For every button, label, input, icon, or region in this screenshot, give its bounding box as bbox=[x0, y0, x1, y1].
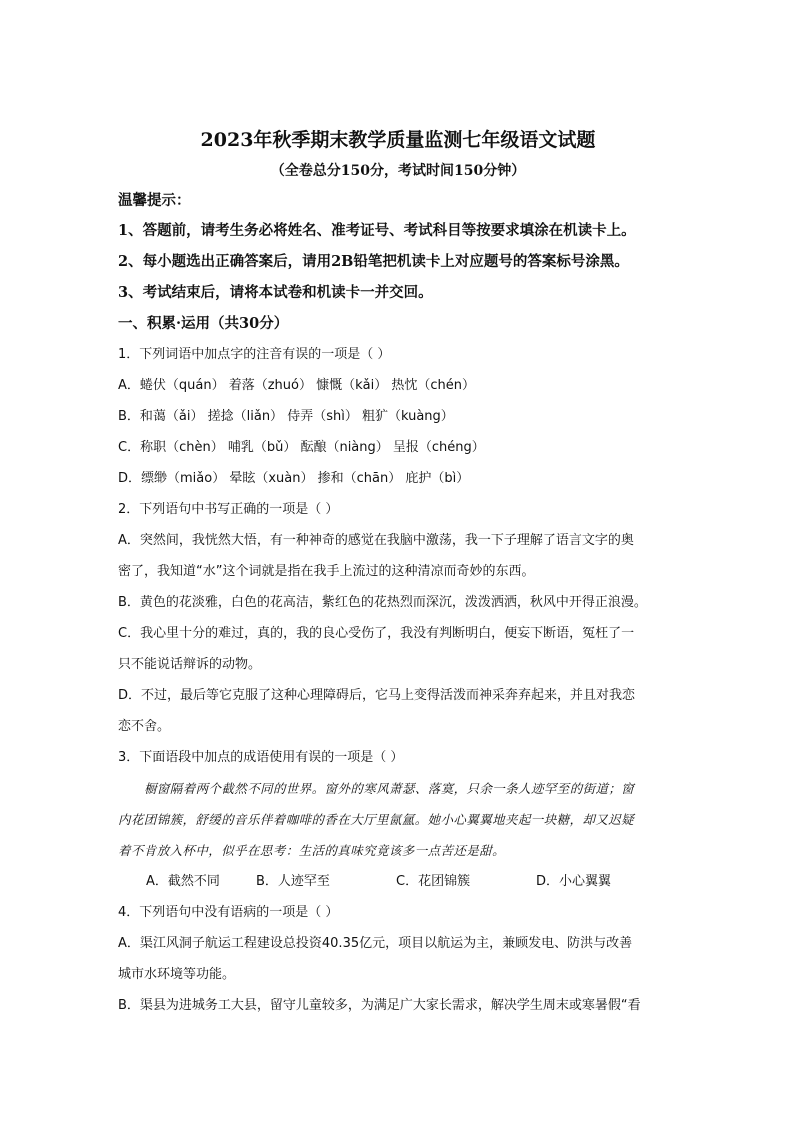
question-2-option-c-line1: C．我心里十分的难过，真的，我的良心受伤了，我没有判断明白，便妄下断语，冤枉了一 bbox=[118, 626, 635, 641]
question-3-options bbox=[118, 866, 678, 897]
question-2-option-b: B．黄色的花淡雅，白色的花高洁，紫红色的花热烈而深沉，泼泼洒洒，秋风中开得正浪漫。 bbox=[118, 595, 647, 610]
question-3-passage-line2: 内花团锦簇，舒缓的音乐伴着咖啡的香在大厅里氤氲。她小心翼翼地夹起一块糖，却又迟疑 bbox=[118, 812, 635, 827]
question-1-option-c: C．称职（chèn） 哺乳（bǔ） 酝酿（niàng） 呈报（chéng） bbox=[118, 440, 485, 455]
question-1-option-d: D．缥缈（miǎo） 晕眩（xuàn） 掺和（chān） 庇护（bì） bbox=[118, 471, 470, 486]
question-1-option-b: B．和蔼（ǎi） 搓捻（liǎn） 侍弄（shì） 粗犷（kuàng） bbox=[118, 409, 454, 424]
question-2-stem: 2．下列语句中书写正确的一项是（ ） bbox=[118, 502, 339, 517]
question-2-option-d-line1: D．不过，最后等它克服了这种心理障碍后，它马上变得活泼而神采奔弃起来，并且对我恋 bbox=[118, 688, 636, 703]
tip-item-2: 2、每小题选出正确答案后，请用2B铅笔把机读卡上对应题号的答案标号涂黑。 bbox=[118, 253, 629, 270]
question-2-option-c-line2: 只不能说话辩诉的动物。 bbox=[118, 657, 262, 672]
question-2-option-a-line2: 密了，我知道“水”这个词就是指在我手上流过的这种清凉而奇妙的东西。 bbox=[118, 564, 535, 579]
question-3-passage-line3: 着不肯放入杯中，似乎在思考：生活的真味究竟该多一点苦还是甜。 bbox=[118, 843, 506, 858]
question-4-option-a-line1: A．渠江风洞子航运工程建设总投资40.35亿元，项目以航运为主，兼顾发电、防洪与改善 bbox=[118, 936, 633, 951]
question-1-stem: 1．下列词语中加点字的注音有误的一项是（ ） bbox=[118, 347, 391, 362]
tip-item-1: 1、答题前，请考生务必将姓名、准考证号、考试科目等按要求填涂在机读卡上。 bbox=[118, 222, 636, 239]
page-subtitle: （全卷总分150分，考试时间150分钟） bbox=[270, 163, 526, 179]
question-4-option-b-line1: B．渠县为进城务工大县，留守儿童较多，为满足广大家长需求，解决学生周末或寒暑假“看 bbox=[118, 998, 641, 1013]
section-heading: 一、积累·运用（共30分） bbox=[118, 315, 289, 332]
question-3-stem: 3．下面语段中加点的成语使用有误的一项是（ ） bbox=[118, 750, 404, 765]
question-4-option-a-line2: 城市水环境等功能。 bbox=[118, 967, 236, 982]
question-2-option-d-line2: 恋不舍。 bbox=[118, 719, 171, 734]
question-3-option-d: D．小心翼翼 bbox=[536, 874, 612, 889]
tip-item-3: 3、考试结束后，请将本试卷和机读卡一并交回。 bbox=[118, 284, 433, 301]
tips-heading: 温馨提示： bbox=[118, 192, 191, 209]
page-title: 2023年秋季期末教学质量监测七年级语文试题 bbox=[200, 129, 596, 151]
question-3-option-c: C．花团锦簇 bbox=[396, 874, 471, 889]
question-1-option-a: A．蜷伏（quán） 着落（zhuó） 慷慨（kǎi） 热忱（chén） bbox=[118, 378, 475, 393]
question-3-option-a: A．截然不同 bbox=[146, 874, 220, 889]
question-4-stem: 4．下列语句中没有语病的一项是（ ） bbox=[118, 905, 339, 920]
question-3-option-b: B．人迹罕至 bbox=[256, 874, 330, 889]
exam-content bbox=[118, 126, 678, 1021]
question-2-option-a-line1: A．突然间，我恍然大悟，有一种神奇的感觉在我脑中激荡，我一下子理解了语言文字的奥 bbox=[118, 533, 634, 548]
question-3-passage-line1: 橱窗隔着两个截然不同的世界。窗外的寒风萧瑟、落寞，只余一条人迹罕至的街道；窗 bbox=[144, 781, 635, 796]
